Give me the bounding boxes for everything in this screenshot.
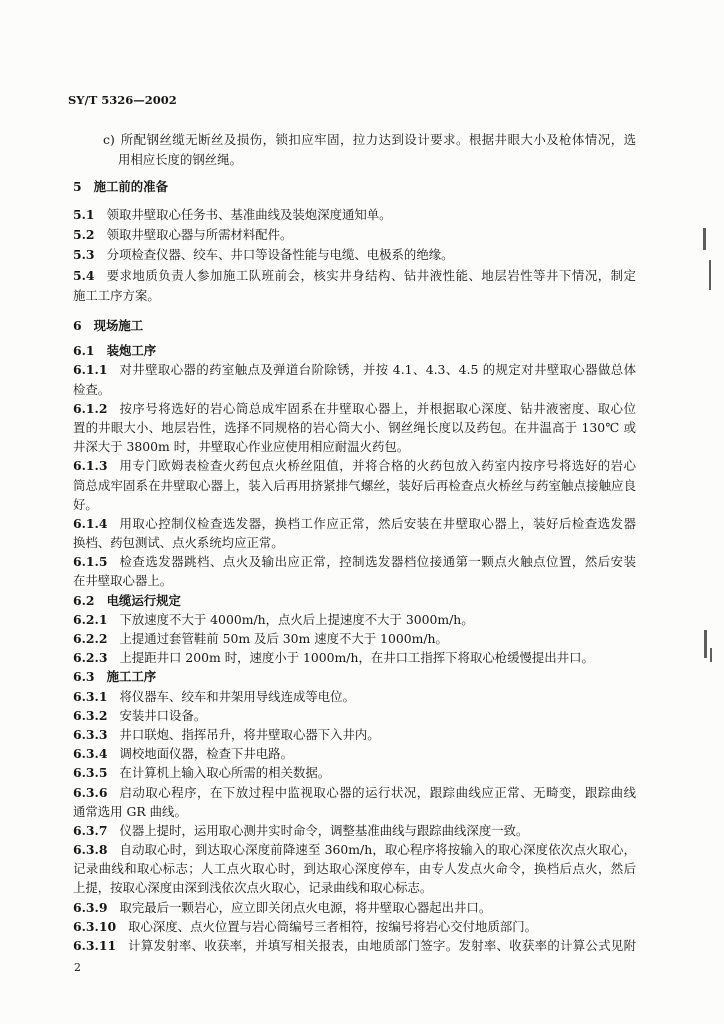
page-number: 2 xyxy=(74,961,81,974)
clause-number: 6.1.5 xyxy=(73,554,108,570)
document-body xyxy=(73,130,636,955)
clause-6-2-1 xyxy=(73,610,636,629)
clause-6-1-4 xyxy=(73,514,636,533)
clause-text: 用专门欧姆表检查火药包点火桥丝阻值，并将合格的火药包放入药室内按序号将选好的岩心 xyxy=(119,458,636,474)
subsection-title: 施工工序 xyxy=(106,669,157,685)
clause-number: 6.3.3 xyxy=(73,726,108,742)
clause-text: 在井壁取心器上。 xyxy=(73,573,173,589)
clause-6-2-3 xyxy=(73,648,636,667)
clause-6-2-2 xyxy=(73,629,636,648)
clause-text: 井口联炮、指挥吊升，将井壁取心器下入井内。 xyxy=(119,726,380,742)
clause-text: 置的井眼大小、地层岩性，选择不同规格的岩心筒大小、钢丝绳长度以及药包。在井温高于 130℃ 或 xyxy=(73,419,636,435)
section-heading-5 xyxy=(73,177,636,196)
clause-text: 好。 xyxy=(73,496,98,512)
clause-6-3-10 xyxy=(73,917,636,936)
clause-number: 5.1 xyxy=(73,206,95,222)
clause-text: 取完最后一颗岩心，应立即关闭点火电源，将井壁取心器起出井口。 xyxy=(119,899,492,915)
clause-text: 启动取心程序，在下放过程中监视取心器的运行状况，跟踪曲线应正常、无畸变，跟踪曲线 xyxy=(119,784,636,800)
clause-6-3-8 xyxy=(73,840,636,859)
subsection-number: 6.1 xyxy=(73,343,95,359)
section-title: 施工前的准备 xyxy=(93,179,168,195)
clause-6-3-2 xyxy=(73,706,636,725)
clause-number: 6.3.4 xyxy=(73,746,108,762)
list-item-line xyxy=(103,130,636,149)
clause-text: 调校地面仪器，检查下井电路。 xyxy=(119,746,293,762)
clause-text: 上提距井口 200m 时，速度小于 1000m/h，在井口工指挥下将取心枪缓慢提出井口。 xyxy=(119,650,594,666)
clause-number: 6.3.7 xyxy=(73,822,108,838)
list-item-label: c) xyxy=(103,132,115,148)
clause-text: 将仪器车、绞车和井架用导线连成等电位。 xyxy=(119,688,355,704)
clause-text: 安装井口设备。 xyxy=(119,707,207,723)
clause-text: 对井壁取心器的药室触点及弹道台阶除锈，并按 4.1、4.3、4.5 的规定对井壁取心器做总体 xyxy=(119,362,636,378)
clause-text: 换档、药包测试、点火系统均应正常。 xyxy=(73,535,284,551)
clause-6-3-7 xyxy=(73,821,636,840)
section-5-clauses xyxy=(73,205,636,307)
section-number: 6 xyxy=(73,317,82,333)
clause-5-1 xyxy=(73,205,636,225)
section-heading-6 xyxy=(73,316,636,335)
scan-edge-mark xyxy=(710,648,712,662)
clause-text: 筒总成牢固系在井壁取心器上，装入后再用挤紧排气螺丝，装好后再检查点火桥丝与药室触点接触应良 xyxy=(73,477,636,493)
list-item-text: 所配钢丝缆无断丝及损伤，锁扣应牢固，拉力达到设计要求。根据井眼大小及枪体情况，选 xyxy=(120,132,636,148)
clause-number: 6.3.11 xyxy=(73,938,117,953)
clause-text: 领取井壁取心器与所需材料配件。 xyxy=(106,226,293,242)
clause-6-3-6 xyxy=(73,783,636,802)
clause-number: 6.1.1 xyxy=(73,362,108,378)
clause-6-1-2 xyxy=(73,399,636,418)
clause-6-1-1 xyxy=(73,360,636,379)
subsection-number: 6.2 xyxy=(73,592,95,608)
clause-text: 领取井壁取心任务书、基准曲线及装炮深度通知单。 xyxy=(106,206,392,222)
clause-6-3-1 xyxy=(73,687,636,706)
clause-6-1-5 xyxy=(73,552,636,571)
scan-edge-mark xyxy=(704,630,707,658)
clause-text: 自动取心时，到达取心深度前降速至 360m/h，取心程序将按输入的取心深度依次点火取心， xyxy=(119,842,636,858)
clause-number: 6.1.4 xyxy=(73,515,108,531)
clause-number: 6.2.3 xyxy=(73,650,108,666)
clause-6-3-9 xyxy=(73,898,636,917)
subsection-heading-6-2 xyxy=(73,591,636,610)
clause-text: 检查选发器跳档、点火及输出应正常，控制选发器档位接通第一颗点火触点位置，然后安装 xyxy=(119,554,636,570)
clause-number: 6.3.8 xyxy=(73,842,108,858)
subsection-title: 装炮工序 xyxy=(106,343,157,359)
clause-6-3-4 xyxy=(73,744,636,763)
clause-text: 在计算机上输入取心所需的相关数据。 xyxy=(119,765,331,781)
clause-number: 6.3.5 xyxy=(73,765,108,781)
clause-number: 6.3.1 xyxy=(73,688,108,704)
clause-text: 取心深度、点火位置与岩心筒编号三者相符，按编号将岩心交付地质部门。 xyxy=(128,918,538,934)
standard-code-header: SY/T 5326—2002 xyxy=(68,93,177,107)
subsection-number: 6.3 xyxy=(73,669,95,685)
clause-text: 施工工序方案。 xyxy=(73,288,160,304)
clause-number: 6.1.3 xyxy=(73,458,108,474)
clause-text: 要求地质负责人参加施工队班前会，核实井身结构、钻井液性能、地层岩性等井下情况，制定 xyxy=(106,267,636,283)
subsection-title: 电缆运行规定 xyxy=(106,592,181,608)
scan-edge-mark xyxy=(709,260,711,290)
clause-number: 6.1.2 xyxy=(73,400,108,416)
scan-edge-mark xyxy=(703,228,706,250)
clause-number: 6.2.2 xyxy=(73,631,108,646)
section-number: 5 xyxy=(73,179,82,195)
clause-6-1-3 xyxy=(73,456,636,475)
clause-text: 记录曲线和取心标志；人工点火取心时，到达取心深度停车，由专人发点火命令，换档后点火，然后 xyxy=(73,861,636,877)
clause-text: 用取心控制仪检查选发器，换档工作应正常，然后安装在井壁取心器上，装好后检查选发器 xyxy=(119,515,636,531)
clause-5-4 xyxy=(73,266,636,286)
clause-text: 上提，按取心深度由深到浅依次点火取心，记录曲线和取心标志。 xyxy=(73,880,433,896)
clause-number: 6.3.6 xyxy=(73,784,108,800)
clause-6-3-11 xyxy=(73,936,636,955)
clause-5-3 xyxy=(73,245,636,265)
clause-text: 上提通过套管鞋前 50m 及后 30m 速度不大于 1000m/h。 xyxy=(119,631,448,646)
clause-number: 5.3 xyxy=(73,247,95,263)
clause-6-3-3 xyxy=(73,725,636,744)
clause-text: 按序号将选好的岩心筒总成牢固系在井壁取心器上，并根据取心深度、钻井液密度、取心位 xyxy=(119,400,636,416)
clause-number: 5.2 xyxy=(73,226,95,242)
clause-number: 6.3.9 xyxy=(73,899,108,915)
subsection-heading-6-3 xyxy=(73,667,636,686)
clause-text: 仪器上提时，运用取心测井实时命令，调整基准曲线与跟踪曲线深度一致。 xyxy=(119,822,529,838)
clause-text: 下放速度不大于 4000m/h，点火后上提速度不大于 3000m/h。 xyxy=(119,611,474,627)
clause-text: 检查。 xyxy=(73,381,111,397)
clause-number: 6.2.1 xyxy=(73,611,108,627)
section-title: 现场施工 xyxy=(93,317,144,333)
clause-text: 计算发射率、收获率，并填写相关报表，由地质部门签字。发射率、收获率的计算公式见附 xyxy=(128,938,636,953)
list-item-text: 用相应长度的钢丝绳。 xyxy=(118,151,242,167)
clause-5-2 xyxy=(73,225,636,245)
clause-number: 6.3.10 xyxy=(73,918,117,934)
clause-number: 5.4 xyxy=(73,267,95,283)
clause-text: 分项检查仪器、绞车、井口等设备性能与电缆、电极系的绝缘。 xyxy=(106,247,454,263)
list-item-c xyxy=(103,130,636,168)
clause-text: 通常选用 GR 曲线。 xyxy=(73,803,187,819)
clause-number: 6.3.2 xyxy=(73,707,108,723)
clause-text: 井深大于 3800m 时，井壁取心作业应使用相应耐温火药包。 xyxy=(73,439,410,455)
clause-6-3-5 xyxy=(73,763,636,782)
subsection-heading-6-1 xyxy=(73,341,636,360)
